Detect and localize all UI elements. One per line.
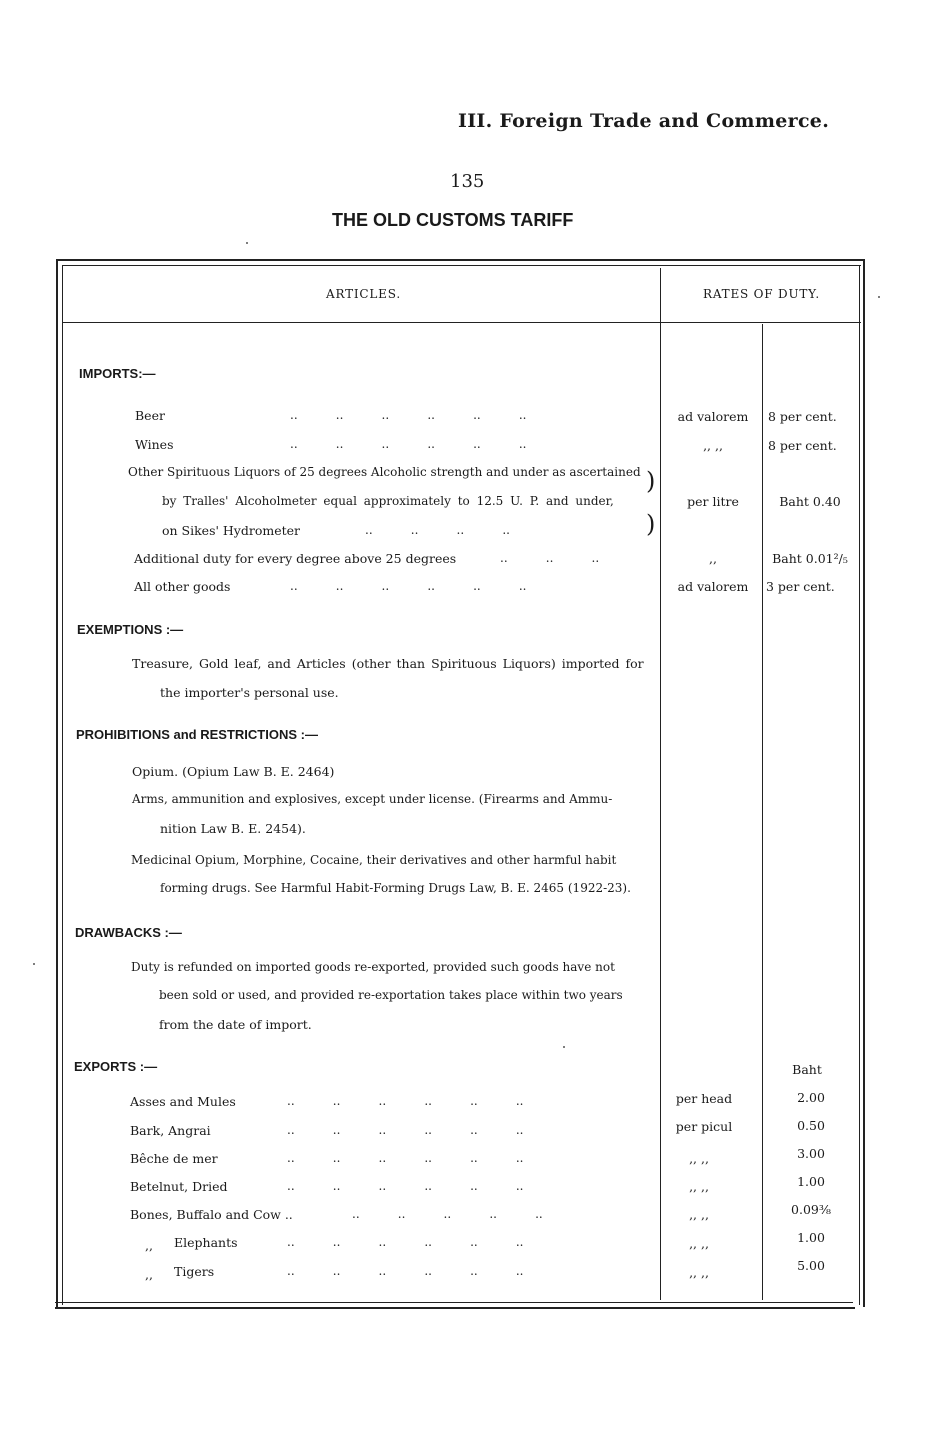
duty-rate: 8 per cent. [768, 409, 837, 424]
article-name: All other goods [134, 579, 231, 594]
article-name: Wines [135, 437, 174, 452]
prohibition-drugs-line-1: Medicinal Opium, Morphine, Cocaine, their derivatives and other harmful habit [131, 853, 617, 867]
imports-heading: IMPORTS:— [79, 366, 156, 381]
prohibition-drugs-line-2: forming drugs. See Harmful Habit-Forming Drugs Law, B. E. 2465 (1922-23). [160, 881, 631, 895]
duty-rate: 5.00 [797, 1258, 825, 1273]
duty-unit: ,, ,, [703, 438, 723, 453]
exemptions-heading: EXEMPTIONS :— [77, 622, 184, 637]
duty-unit: per picul [675, 1119, 733, 1134]
column-header-rates: RATES OF DUTY. [703, 287, 820, 301]
leader-dots: .. .. .. .. .. .. [287, 1264, 524, 1278]
prohibition-arms-line-2: nition Law B. E. 2454). [160, 821, 306, 836]
duty-unit: ad valorem [677, 579, 749, 594]
table-right-border-inner [859, 265, 860, 1305]
drawbacks-line-1: Duty is refunded on imported goods re-exported, provided such goods have not [131, 960, 615, 974]
table-right-border [863, 259, 865, 1307]
drawbacks-line-3: from the date of import. [159, 1017, 312, 1032]
leader-dots: .. .. .. .. .. .. [287, 1151, 524, 1165]
duty-rate: 3.00 [797, 1146, 825, 1161]
leader-dots: .. .. .. .. .. .. [287, 1179, 524, 1193]
scan-speck [563, 1046, 565, 1048]
brace-icon: ) [646, 467, 656, 495]
section-heading: III. Foreign Trade and Commerce. [458, 110, 830, 132]
duty-rate: 3 per cent. [766, 579, 835, 594]
leader-dots: .. .. .. .. .. .. [290, 437, 527, 451]
article-name: Bark, Angrai [130, 1123, 211, 1138]
duty-rate: 0.50 [797, 1118, 825, 1133]
page-number: 135 [450, 171, 485, 192]
scan-speck [246, 242, 248, 244]
leader-dots: .. .. .. .. .. .. [287, 1235, 524, 1249]
header-divider [63, 322, 861, 323]
drawbacks-heading: DRAWBACKS :— [75, 925, 182, 940]
duty-unit: ad valorem [677, 409, 749, 424]
scan-speck [33, 963, 35, 965]
leader-dots: .. .. .. [500, 551, 600, 565]
duty-rate: 2.00 [797, 1090, 825, 1105]
leader-dots: .. .. .. .. .. .. [290, 579, 527, 593]
brace-icon: ) [646, 510, 656, 538]
duty-rate: Baht 0.01²/₅ [772, 551, 848, 566]
duty-unit: ,, ,, [689, 1179, 709, 1194]
prohibition-arms-line-1: Arms, ammunition and explosives, except under license. (Firearms and Ammu- [132, 792, 613, 806]
duty-rate: 1.00 [797, 1174, 825, 1189]
article-line-3: on Sikes' Hydrometer [162, 523, 301, 538]
article-name: Betelnut, Dried [130, 1179, 228, 1194]
duty-unit: ,, ,, [689, 1236, 709, 1251]
duty-rate: 8 per cent. [768, 438, 837, 453]
leader-dots: .. .. .. .. .. .. [287, 1123, 524, 1137]
article-name: Beer [135, 408, 165, 423]
ditto-mark: ,, [145, 1267, 153, 1282]
duty-unit: ,, ,, [689, 1265, 709, 1280]
article-name: Bêche de mer [130, 1151, 218, 1166]
article-name: Tigers [174, 1264, 215, 1279]
article-line-2: by Tralles' Alcoholmeter equal approximately to 12.5 U. P. and under, [162, 494, 614, 508]
exemptions-line-1: Treasure, Gold leaf, and Articles (other than Spirituous Liquors) imported for [132, 656, 644, 671]
table-bottom-border [55, 1307, 855, 1309]
table-left-border-inner [62, 265, 63, 1305]
leader-dots: .. .. .. .. [365, 523, 510, 537]
table-bottom-border-inner [55, 1302, 853, 1303]
duty-unit: per head [675, 1091, 733, 1106]
table-top-border [58, 259, 864, 261]
ditto-mark: ,, [145, 1238, 153, 1253]
exports-heading: EXPORTS :— [74, 1059, 158, 1074]
leader-dots: .. .. .. .. .. [352, 1207, 543, 1221]
article-line-1: Other Spirituous Liquors of 25 degrees Alcoholic strength and under as ascertained [128, 465, 641, 479]
leader-dots: .. .. .. .. .. .. [290, 408, 527, 422]
duty-rate: 0.09⅜ [791, 1202, 831, 1217]
articles-rates-divider [660, 268, 661, 1300]
column-header-articles: ARTICLES. [326, 287, 401, 301]
scan-speck [878, 296, 880, 298]
unit-rate-divider [762, 324, 763, 1300]
duty-rate: Baht 0.40 [779, 494, 841, 509]
article-name: Bones, Buffalo and Cow .. [130, 1207, 293, 1222]
drawbacks-line-2: been sold or used, and provided re-exportation takes place within two years [159, 988, 623, 1002]
exemptions-line-2: the importer's personal use. [160, 685, 339, 700]
prohibitions-heading: PROHIBITIONS and RESTRICTIONS :— [76, 727, 318, 742]
document-title: THE OLD CUSTOMS TARIFF [332, 210, 574, 230]
table-top-border-inner [63, 265, 861, 266]
duty-unit: ,, ,, [689, 1207, 709, 1222]
duty-unit: per litre [687, 494, 739, 509]
duty-rate: 1.00 [797, 1230, 825, 1245]
duty-unit: ,, [709, 551, 717, 566]
article-name: Additional duty for every degree above 25 degrees [134, 551, 457, 566]
table-left-border [56, 259, 58, 1309]
leader-dots: .. .. .. .. .. .. [287, 1094, 524, 1108]
duty-unit: ,, ,, [689, 1151, 709, 1166]
article-name: Asses and Mules [130, 1094, 236, 1109]
article-name: Elephants [174, 1235, 238, 1250]
prohibition-opium: Opium. (Opium Law B. E. 2464) [132, 764, 335, 779]
currency-label: Baht [792, 1062, 822, 1077]
